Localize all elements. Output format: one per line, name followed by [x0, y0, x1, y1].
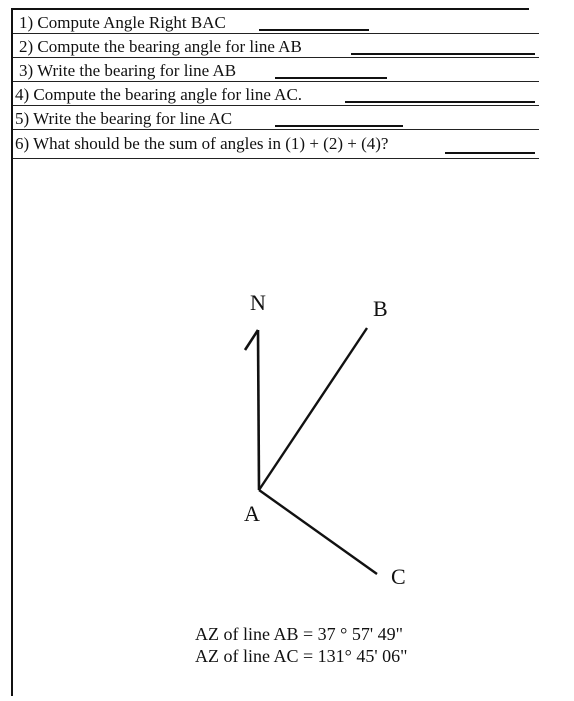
question-text: Compute the bearing angle for line AB — [37, 37, 302, 56]
question-text: Write the bearing for line AC — [33, 109, 233, 128]
north-arrow-barb — [245, 330, 258, 350]
azimuth-ab: AZ of line AB = 37 ° 57' 49" — [195, 624, 403, 644]
question-number: 3) — [19, 61, 34, 80]
line-ac — [259, 490, 377, 574]
label-point-c: C — [391, 564, 406, 589]
question-number: 1) — [19, 13, 34, 32]
question-number: 2) — [19, 37, 34, 56]
question-number: 5) — [15, 109, 30, 128]
question-number: 6) — [15, 134, 30, 153]
azimuth-ac: AZ of line AC = 131° 45' 06" — [195, 646, 408, 666]
north-line — [258, 330, 259, 490]
label-north: N — [250, 290, 266, 315]
label-point-a: A — [244, 501, 260, 526]
question-number: 4) — [15, 85, 30, 104]
line-ab — [259, 328, 367, 490]
question-text: What should be the sum of angles in (1) + (2) + (4)? — [33, 134, 389, 153]
question-text: Write the bearing for line AB — [37, 61, 237, 80]
question-text: Compute the bearing angle for line AC. — [33, 85, 303, 104]
label-point-b: B — [373, 296, 388, 321]
question-text: Compute Angle Right BAC — [37, 13, 226, 32]
